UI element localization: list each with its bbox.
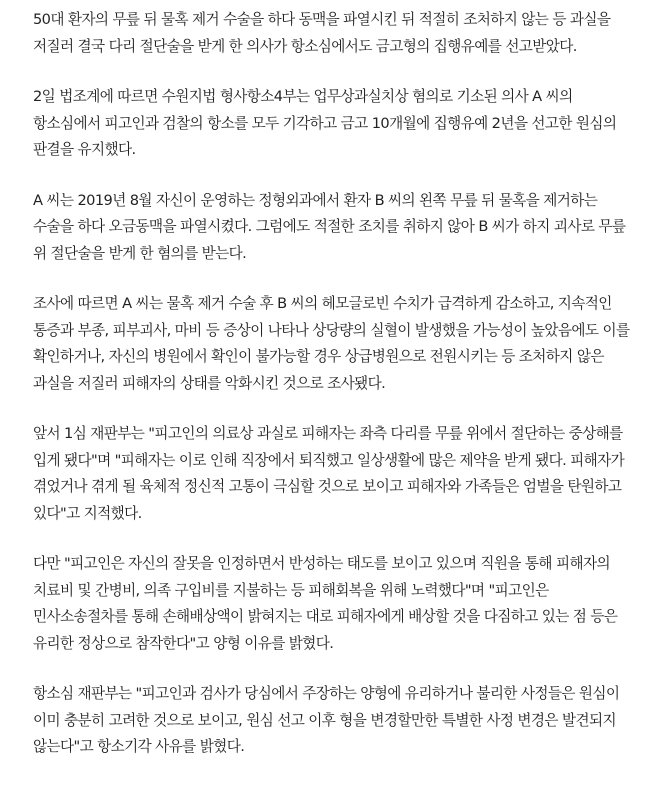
- article-paragraph: 항소심 재판부는 "피고인과 검사가 당심에서 주장하는 양형에 유리하거나 불리한 사정들은 원심이 이미 충분히 고려한 것으로 보이고, 원심 선고 이후 형을 변경할만한 특별한 사정 변경은 발견되지 않는다"고 항소기각 사유를 밝혔다.: [33, 685, 620, 755]
- article-paragraph: A 씨는 2019년 8월 자신이 운영하는 정형외과에서 환자 B 씨의 왼쪽 무릎 뒤 물혹을 제거하는 수술을 하다 오금동맥을 파열시켰다. 그럼에도 적절한 조치를 취하지 않아 B 씨가 하지 괴사로 무릎 위 절단술을 받게 한 혐의를 받는다.: [33, 191, 626, 262]
- article-paragraph: 조사에 따르면 A 씨는 물혹 제거 수술 후 B 씨의 헤모글로빈 수치가 급격하게 감소하고, 지속적인 통증과 부종, 피부괴사, 마비 등 증상이 나타나 상당량의 실혈이 발생했을 가능성이 높았음에도 이를 확인하거나, 자신의 병원에서 확인이 불가능할 경우 상급병원으로 전원시키는 등 조처하지 않은 과실을 저질러 피해자의 상태를 악화시킨 것으로 조사됐다.: [33, 295, 630, 392]
- article-paragraph: 50대 환자의 무릎 뒤 물혹 제거 수술을 하다 동맥을 파열시킨 뒤 적절히 조처하지 않는 등 과실을 저질러 결국 다리 절단술을 받게 한 의사가 항소심에서도 금고형의 집행유예를 선고받았다.: [33, 11, 611, 55]
- article-paragraph: 앞서 1심 재판부는 "피고인의 의료상 과실로 피해자는 좌측 다리를 무릎 위에서 절단하는 중상해를 입게 됐다"며 "피해자는 이로 인해 직장에서 퇴직했고 일상생활에 많은 제약을 받게 됐다. 피해자가 겪었거나 겪게 될 육체적 정신적 고통이 극심할 것으로 보이고 피해자와 가족들은 엄벌을 탄원하고 있다"고 지적했다.: [33, 425, 625, 522]
- article-body: [33, 7, 633, 785]
- article-paragraph: 2일 법조계에 따르면 수원지법 형사항소4부는 업무상과실치상 혐의로 기소된 의사 A 씨의 항소심에서 피고인과 검찰의 항소를 모두 기각하고 금고 10개월에 집행유예 2년을 선고한 원심의 판결을 유지했다.: [33, 88, 617, 158]
- article-paragraph: 다만 "피고인은 자신의 잘못을 인정하면서 반성하는 태도를 보이고 있으며 직원을 통해 피해자의 치료비 및 간병비, 의족 구입비를 지불하는 등 피해회복을 위해 노력했다"며 "피고인은 민사소송절차를 통해 손해배상액이 밝혀지는 대로 피해자에게 배상할 것을 다짐하고 있는 점 등은 유리한 정상으로 참작한다"고 양형 이유를 밝혔다.: [33, 555, 618, 652]
